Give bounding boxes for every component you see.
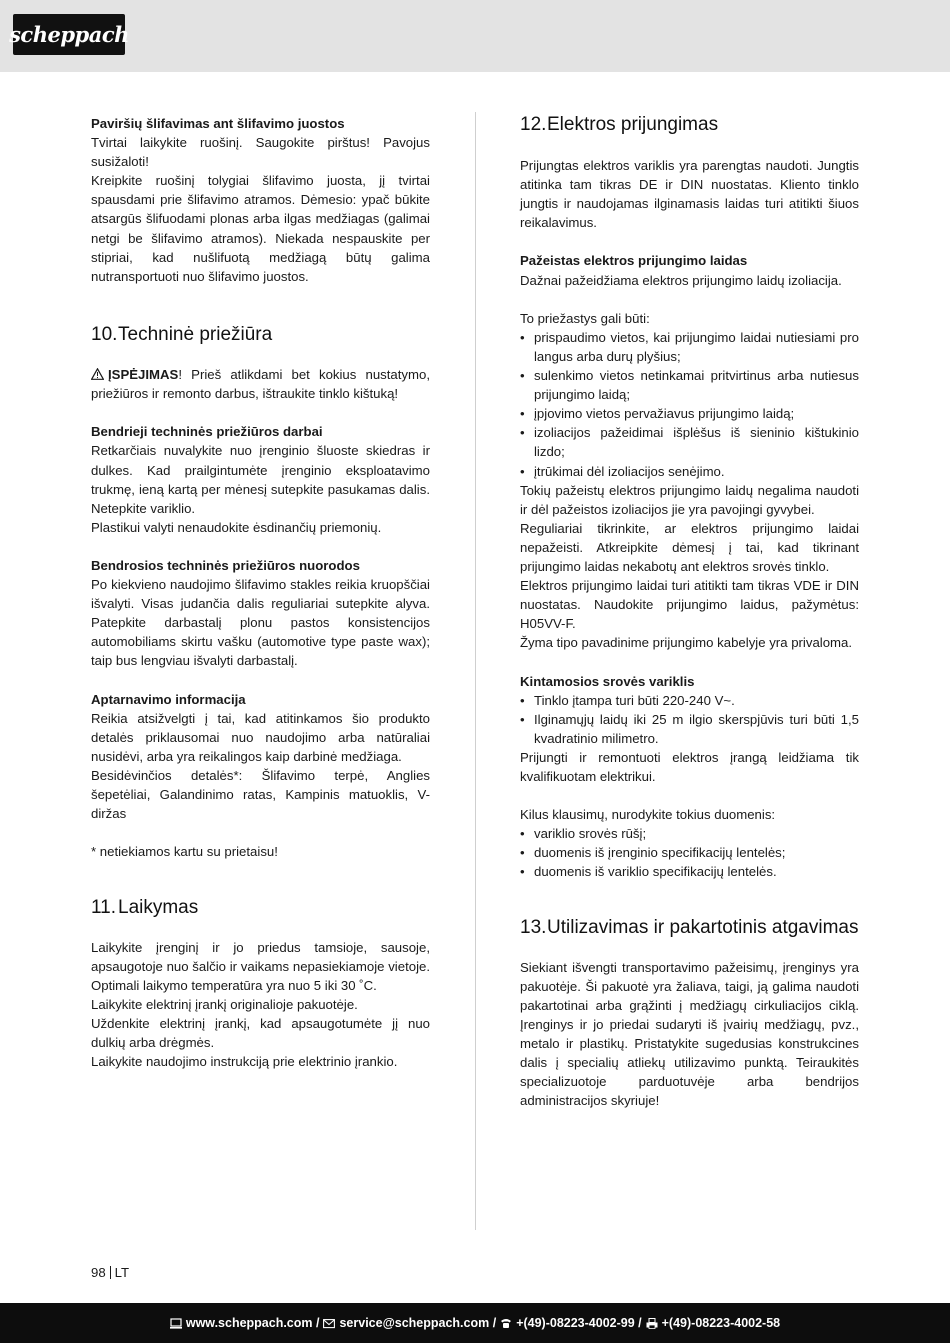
paragraph: Laikykite naudojimo instrukciją prie elektrinio įrankio.	[91, 1054, 398, 1070]
paragraph: Reikia atsižvelgti į tai, kad atitinkamos šio produkto detalės priklausomai nuo naudojimo arba natūraliai nusidėvi, arba yra reikalingos kaip darbinė medžiaga.	[91, 710, 430, 764]
chapter-heading-10	[91, 324, 430, 346]
paragraph: Reguliariai tikrinkite, ar elektros prijungimo laidai nepažeisti. Atkreipkite dėmesį į tai, kad tikrinant prijungimo laidas nekabotų ant elektros srovės tinklo.	[520, 520, 859, 574]
chapter-number: 10.	[91, 324, 118, 346]
paragraph: Uždenkite elektrinį įrankį, kad apsaugotumėte jį nuo dulkių arba drėgmės.	[91, 1015, 430, 1051]
chapter-title: Techninė priežiūra	[118, 324, 273, 346]
paragraph: Žyma tipo pavadinime prijungimo kabelyje yra privaloma.	[520, 635, 853, 651]
section-heading: Kintamosios srovės variklis	[520, 673, 695, 689]
list-item: • variklio srovės rūšį;	[520, 824, 859, 843]
page-number: 98	[91, 1265, 106, 1280]
paragraph: Tokių pažeistų elektros prijungimo laidų negalima naudoti ir dėl pažeistos izoliacijos jie yra pavojingi gyvybei.	[520, 482, 859, 517]
contact-footer	[0, 1303, 950, 1343]
list-item: • Tinklo įtampa turi būti 220-240 V~.	[520, 691, 859, 710]
paragraph: Siekiant išvengti transportavimo pažeisimų, įrenginys yra pakuotėje. Ši pakuotė yra žaliava, taigi, ją galima naudoti pakartotinai arba grąžinti į medžiagų cirkuliacijos ciklą. Įrenginys ir jo priedai sudaryti iš įvairių medžiagų, pvz., metalo ir plastikų. Pristatykite sugedusias konstrukcines dalis į specialių atliekų utilizavimo punktą. Teiraukitės specializuotoje parduotuvėje arba bendrijos administracijos skyriuje!	[520, 959, 859, 1109]
chapter-number: 11.	[91, 896, 117, 918]
paragraph: Tvirtai laikykite ruošinį. Saugokite pirštus! Pavojus susižaloti!	[91, 135, 430, 170]
list-item: • sulenkimo vietos netinkamai pritvirtinus arba nutiesus prijungimo laidą;	[520, 366, 859, 404]
paragraph: Plastikui valyti nenaudokite ėsdinančių priemonių.	[91, 519, 382, 535]
fax-number: +(49)-08223-4002-58	[661, 1316, 781, 1330]
paragraph: To priežastys gali būti:	[520, 310, 650, 326]
chapter-number: 13.	[520, 916, 547, 938]
list-item: • įpjovimo vietos pervažiavus prijungimo laidą;	[520, 404, 859, 423]
data-list	[520, 824, 859, 881]
computer-icon	[170, 1318, 182, 1329]
left-column	[91, 114, 430, 1071]
paragraph: Laikykite įrenginį ir jo priedus tamsioje, sausoje, apsaugotoje nuo šalčio ir vaikams nepasiekiamoje vietoje. Optimali laikymo temperatūra yra nuo 5 iki 30 ˚C.	[91, 939, 430, 993]
list-item: • izoliacijos pažeidimai išplėšus iš sieninio kištukinio lizdo;	[520, 423, 859, 461]
paragraph: Dažnai pažeidžiama elektros prijungimo laidų izoliacija.	[520, 272, 842, 288]
paragraph: Elektros prijungimo laidai turi atitikti tam tikras VDE ir DIN nuostatas. Naudokite prijungimo laidus, pažymėtus: H05VV-F.	[520, 578, 859, 632]
paragraph: Besidėvinčios detalės*: Šlifavimo terpė, Anglies šepetėliai, Galandinimo ratas, Kampinis matuoklis, V-diržas	[91, 768, 430, 822]
cause-list	[520, 328, 859, 481]
section-heading: Pažeistas elektros prijungimo laidas	[520, 253, 748, 269]
column-divider	[475, 112, 476, 1230]
list-item: • prispaudimo vietos, kai prijungimo laidai nutiesiami pro langus arba durų plyšius;	[520, 328, 859, 366]
chapter-title: Laikymas	[118, 896, 199, 918]
warning-paragraph	[91, 365, 430, 403]
section-heading: Paviršių šlifavimas ant šlifavimo juostos	[91, 116, 345, 131]
paragraph: Kilus klausimų, nurodykite tokius duomenis:	[520, 807, 776, 823]
page-number-block	[91, 1265, 129, 1280]
list-item: • įtrūkimai dėl izoliacijos senėjimo.	[520, 462, 859, 481]
chapter-title: Utilizavimas ir pakartotinis atgavimas	[547, 916, 859, 938]
paragraph: Prijungti ir remontuoti elektros įrangą leidžiama tik kvalifikuotam elektrikui.	[520, 749, 859, 784]
section-heading: Bendrieji techninės priežiūros darbai	[91, 424, 323, 440]
paragraph: Retkarčiais nuvalykite nuo įrenginio šluoste skiedras ir dulkes. Kad prailgintumėte įrenginio eksploatavimo trukmę, ieną kartą per mėnesį sutepkite pasukamas dalis. Netepkite variklio.	[91, 443, 430, 516]
page-header	[0, 0, 950, 72]
phone-number: +(49)-08223-4002-99 /	[516, 1316, 642, 1330]
paragraph: Po kiekvieno naudojimo šlifavimo stakles reikia kruopščiai išvalyti. Visas judančia dalis reguliariai sutepkite alyva. Patepkite darbastalį plonu pastos konsistencijos automobiliams skirtu vašku (automotive type paste wax); taip bus lengviau išvalyti darbastalį.	[91, 577, 430, 669]
chapter-heading-12	[520, 114, 859, 136]
paragraph: Prijungtas elektros variklis yra parengtas naudoti. Jungtis atitinka tam tikras DE ir DIN nuostatas. Kliento tinklo jungtis ir naudojamas ilginamasis laidas turi atitikti šiuos reikalavimus.	[520, 158, 859, 231]
footnote: * netiekiamos kartu su prietaisu!	[91, 844, 278, 860]
list-item: • duomenis iš įrenginio specifikacijų lentelės;	[520, 843, 859, 862]
motor-list	[520, 691, 859, 748]
section-heading: Aptarnavimo informacija	[91, 691, 246, 707]
warning-triangle-icon	[91, 368, 104, 380]
chapter-heading-13	[520, 917, 859, 939]
email-icon	[323, 1318, 335, 1329]
brand-name: scheppach	[9, 22, 129, 47]
section-heading: Bendrosios techninės priežiūros nuorodos	[91, 557, 360, 573]
list-item: • duomenis iš variklio specifikacijų lentelės.	[520, 862, 859, 881]
right-column	[520, 114, 859, 1110]
brand-logo	[9, 14, 129, 55]
chapter-heading-11	[91, 897, 430, 919]
language-code: LT	[114, 1265, 130, 1280]
warning-label: ĮSPĖJIMAS	[108, 367, 179, 383]
warning-text: ! Prieš atlikdami bet kokius nustatymo, priežiūros ir remonto darbus, ištraukite tinklo kištuką!	[91, 367, 430, 402]
phone-icon	[500, 1318, 512, 1329]
paragraph: Laikykite elektrinį įrankį originalioje pakuotėje.	[91, 996, 358, 1012]
fax-icon	[646, 1318, 658, 1329]
email-link[interactable]: service@scheppach.com /	[339, 1316, 497, 1330]
website-link[interactable]: www.scheppach.com /	[185, 1316, 320, 1330]
chapter-title: Elektros prijungimas	[547, 114, 719, 135]
paragraph: Kreipkite ruošinį tolygiai šlifavimo juosta, jį tvirtai spausdami prie šlifavimo atramos. Dėmesio: ypač būkite atsargūs šlifuodami plonas arba ilgas medžiagas (galimai netgi be šlifavimo atramos). Niekada nespauskite per stipriai, kad nušlifuotą medžiagą būtų galima nutransportuoti nuo šlifavimo juostos.	[91, 173, 430, 284]
chapter-number: 12.	[520, 114, 547, 135]
list-item: • Ilginamųjų laidų iki 25 m ilgio skerspjūvis turi būti 1,5 kvadratinio milimetro.	[520, 710, 859, 748]
